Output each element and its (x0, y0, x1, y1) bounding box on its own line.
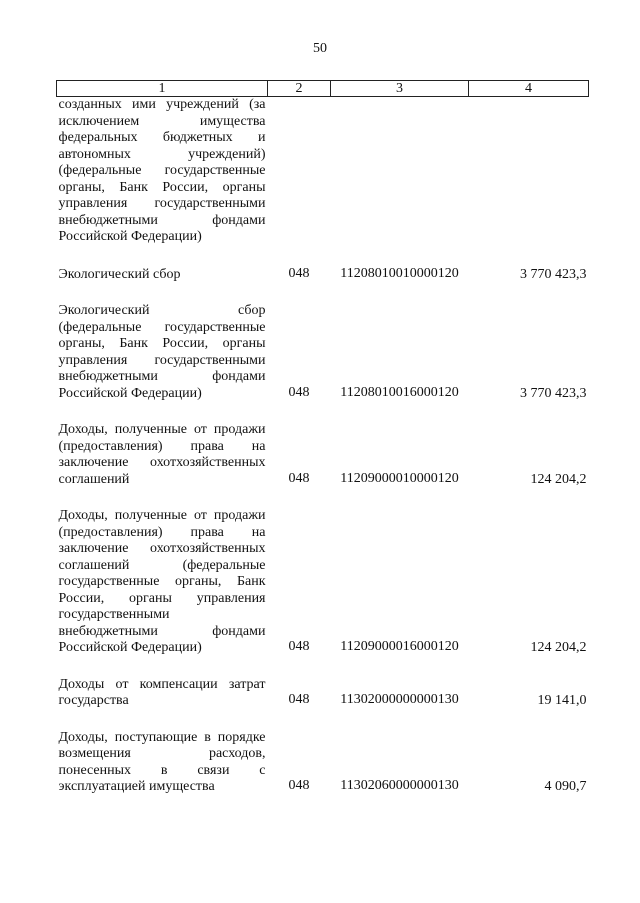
row-description: Экологический сбор (58, 266, 181, 282)
table-row (57, 303, 589, 402)
row-grbs: 048 (288, 639, 310, 654)
table-row (57, 508, 589, 657)
row-spacer (57, 283, 589, 303)
table-header (57, 81, 589, 97)
row-spacer (57, 488, 589, 508)
column-header-code: 3 (331, 81, 469, 97)
row-amount: 124 204,2 (530, 640, 587, 655)
row-description: созданных ими учреждений (за исключением имущества федеральных бюджетных и автономных учреждений) (федеральные государственные органы, Банк России, органы управления государственными внебюджетными фондами Российской Федерации) (58, 97, 266, 244)
row-code: 11209000010000120 (340, 470, 459, 486)
row-grbs: 048 (288, 265, 310, 281)
page-number: 50 (313, 41, 327, 56)
row-spacer (57, 402, 589, 422)
row-code: 11209000016000120 (340, 639, 459, 654)
row-description: Доходы, поступающие в порядке возмещения расходов, понесенных в связи с эксплуатацией имущества (58, 729, 266, 794)
row-grbs: 048 (288, 692, 310, 707)
column-header-grbs: 2 (268, 81, 331, 97)
row-code: 11302000000000130 (340, 692, 459, 707)
table-row (57, 422, 589, 488)
row-grbs: 048 (288, 384, 310, 400)
row-code: 11302060000000130 (340, 778, 459, 793)
revenue-table (56, 80, 589, 796)
row-spacer (57, 710, 589, 730)
table-row (57, 730, 589, 796)
row-grbs (268, 97, 331, 246)
row-code: 11208010016000120 (340, 384, 459, 400)
table-row (57, 97, 589, 246)
row-grbs: 048 (288, 778, 310, 793)
row-amount: 19 141,0 (537, 693, 587, 708)
row-grbs: 048 (288, 470, 310, 486)
row-description: Доходы от компенсации затрат государства (58, 676, 266, 708)
row-code (331, 97, 469, 246)
row-amount: 3 770 423,3 (520, 385, 587, 401)
header-row (57, 81, 589, 97)
row-code: 11208010010000120 (340, 265, 459, 281)
column-header-description: 1 (57, 81, 268, 97)
row-description: Доходы, полученные от продажи (предоставления) права на заключение охотхозяйственных соглашений (федеральные государственные органы, Банк России, органы управления государственными внебюджетными фондами Российской Федерации) (58, 508, 266, 655)
row-description: Экологический сбор (федеральные государственные органы, Банк России, органы управления государственными внебюджетными фондами Российской Федерации) (58, 303, 266, 401)
table-row (57, 266, 589, 284)
column-header-amount: 4 (469, 81, 589, 97)
row-spacer (57, 657, 589, 677)
row-amount: 3 770 423,3 (520, 266, 587, 282)
table-row (57, 677, 589, 710)
row-amount: 4 090,7 (544, 779, 587, 794)
row-amount (469, 97, 589, 246)
table-body (57, 97, 589, 796)
row-description: Доходы, полученные от продажи (предоставления) права на заключение охотхозяйственных соглашений (58, 422, 266, 487)
row-amount: 124 204,2 (530, 471, 587, 487)
row-spacer (57, 246, 589, 266)
